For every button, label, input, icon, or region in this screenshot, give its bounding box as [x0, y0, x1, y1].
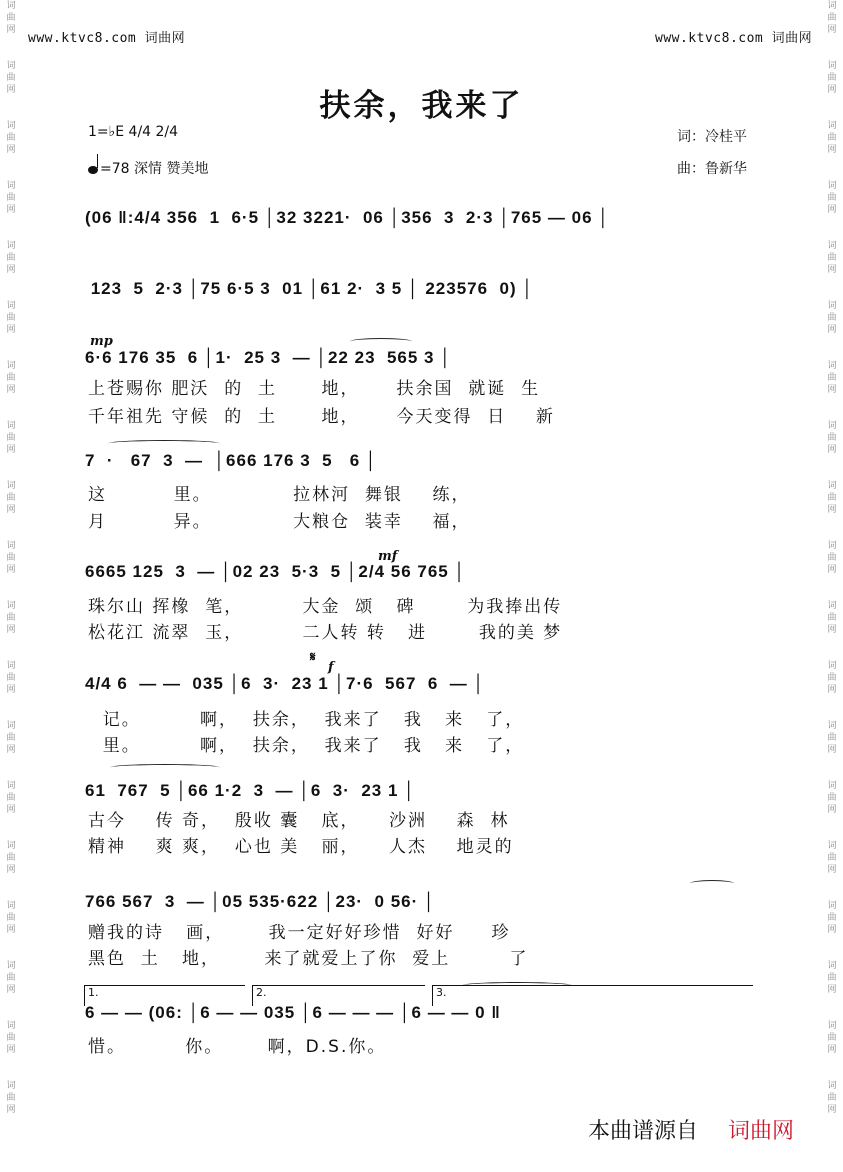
- score-row-1: (06 ‖:4/4 356 1 6·5 │32 3221· 06 │356 3 2·3 │765 — 06 │: [85, 208, 610, 227]
- margin-watermark-glyph: 曲: [827, 853, 837, 863]
- margin-watermark-glyph: 曲: [6, 853, 16, 863]
- margin-gap: [823, 996, 841, 1020]
- margin-gap: [2, 1116, 20, 1140]
- margin-gap: [823, 1056, 841, 1080]
- margin-watermark-glyph: 网: [6, 205, 16, 215]
- margin-gap: [823, 696, 841, 720]
- composer-credit: 曲：鲁新华: [677, 161, 747, 177]
- margin-watermark-glyph: 网: [827, 445, 837, 455]
- margin-gap: [2, 516, 20, 540]
- header-website-right: www.ktvc8.com 词曲网: [655, 31, 813, 46]
- margin-watermark-glyph: 网: [827, 925, 837, 935]
- margin-watermark-glyph: 词: [827, 1021, 837, 1031]
- margin-watermark-glyph: 词: [827, 541, 837, 551]
- lyric-row-4-verse-1: 这 里。 拉林河 舞银 练，: [88, 485, 471, 505]
- lyric-row-6-verse-2: 里。 啊， 扶余， 我来了 我 来 了，: [88, 736, 525, 756]
- margin-watermark-glyph: 网: [6, 685, 16, 695]
- margin-watermark-glyph: 词: [6, 781, 16, 791]
- margin-gap: [2, 996, 20, 1020]
- lyric-row-8-verse-2: 黑色 土 地， 来了就爱上了你 爱上 了: [88, 949, 529, 969]
- margin-gap: [2, 636, 20, 660]
- lyric-row-5-verse-2: 松花江 流翠 玉， 二人转 转 进 我的美 梦: [88, 623, 563, 643]
- quarter-note-icon: [88, 166, 98, 174]
- margin-gap: [823, 756, 841, 780]
- margin-watermark-glyph: 词: [6, 1, 16, 11]
- margin-watermark-glyph: 曲: [827, 733, 837, 743]
- margin-watermark-glyph: 曲: [6, 613, 16, 623]
- lyric-row-9: 惜。 你。 啊，D.S.你。: [88, 1037, 387, 1057]
- margin-watermark-glyph: 曲: [827, 313, 837, 323]
- volta-label-1: 1.: [88, 986, 99, 999]
- margin-watermark-glyph: 网: [6, 565, 16, 575]
- margin-watermark-glyph: 网: [827, 205, 837, 215]
- segno-sign: 𝄋: [310, 650, 316, 665]
- margin-gap: [823, 336, 841, 360]
- margin-watermark-glyph: 曲: [827, 13, 837, 23]
- margin-watermark-glyph: 词: [6, 961, 16, 971]
- margin-watermark-glyph: 词: [6, 1021, 16, 1031]
- margin-watermark-glyph: 曲: [827, 193, 837, 203]
- margin-watermark-glyph: 网: [827, 385, 837, 395]
- margin-watermark-glyph: 网: [827, 25, 837, 35]
- margin-watermark-glyph: 曲: [6, 973, 16, 983]
- footer-source-label: 本曲谱源自: [588, 1119, 699, 1144]
- margin-watermark-glyph: 词: [827, 601, 837, 611]
- margin-watermark-glyph: 曲: [6, 1093, 16, 1103]
- margin-watermark-glyph: 网: [6, 625, 16, 635]
- margin-gap: [823, 156, 841, 180]
- margin-gap: [823, 1116, 841, 1140]
- margin-watermark-glyph: 词: [6, 61, 16, 71]
- margin-watermark-glyph: 网: [6, 925, 16, 935]
- margin-watermark-glyph: 词: [6, 301, 16, 311]
- lyric-row-3-verse-1: 上苍赐你 肥沃 的 土 地， 扶余国 就诞 生: [88, 379, 541, 399]
- margin-watermark-glyph: 词: [6, 421, 16, 431]
- margin-gap: [823, 516, 841, 540]
- margin-gap: [2, 336, 20, 360]
- margin-watermark-glyph: 词: [6, 541, 16, 551]
- margin-watermark-glyph: 词: [6, 121, 16, 131]
- margin-gap: [823, 36, 841, 60]
- margin-gap: [823, 936, 841, 960]
- margin-watermark-glyph: 词: [827, 121, 837, 131]
- margin-watermark-glyph: 曲: [6, 73, 16, 83]
- margin-gap: [823, 876, 841, 900]
- lyricist-credit: 词：冷桂平: [677, 129, 747, 145]
- tie-mark: [690, 880, 734, 887]
- margin-watermark-glyph: 曲: [827, 553, 837, 563]
- margin-gap: [2, 696, 20, 720]
- margin-watermark-glyph: 网: [827, 805, 837, 815]
- lyric-row-8-verse-1: 赠我的诗 画， 我一定好好珍惜 好好 珍: [88, 923, 511, 943]
- score-row-4: 7 · 67 3 — │666 176 3 5 6 │: [85, 451, 378, 470]
- margin-watermark-glyph: 词: [6, 721, 16, 731]
- margin-watermark-glyph: 网: [6, 385, 16, 395]
- margin-watermark-glyph: 词: [6, 901, 16, 911]
- margin-watermark-glyph: 网: [6, 1105, 16, 1115]
- margin-watermark-glyph: 词: [827, 841, 837, 851]
- margin-watermark-glyph: 曲: [827, 433, 837, 443]
- margin-watermark-glyph: 词: [6, 841, 16, 851]
- margin-watermark-glyph: 网: [827, 985, 837, 995]
- margin-watermark-glyph: 词: [6, 481, 16, 491]
- margin-watermark-glyph: 曲: [6, 553, 16, 563]
- margin-watermark-glyph: 网: [6, 985, 16, 995]
- margin-watermark-glyph: 曲: [827, 613, 837, 623]
- margin-gap: [2, 936, 20, 960]
- margin-watermark-glyph: 网: [6, 805, 16, 815]
- tie-mark: [110, 764, 220, 771]
- right-margin-watermark: [823, 0, 841, 1172]
- margin-watermark-glyph: 词: [827, 241, 837, 251]
- margin-watermark-glyph: 词: [6, 361, 16, 371]
- margin-watermark-glyph: 网: [827, 685, 837, 695]
- margin-watermark-glyph: 网: [827, 85, 837, 95]
- margin-watermark-glyph: 曲: [827, 73, 837, 83]
- margin-watermark-glyph: 词: [827, 481, 837, 491]
- header-website-left: www.ktvc8.com 词曲网: [28, 31, 186, 46]
- margin-gap: [2, 456, 20, 480]
- margin-gap: [2, 276, 20, 300]
- margin-watermark-glyph: 曲: [827, 1033, 837, 1043]
- score-row-7: 61 767 5 │66 1·2 3 — │6 3· 23 1 │: [85, 781, 416, 800]
- margin-watermark-glyph: 词: [827, 961, 837, 971]
- margin-gap: [2, 576, 20, 600]
- margin-watermark-glyph: 词: [6, 661, 16, 671]
- margin-gap: [823, 636, 841, 660]
- margin-watermark-glyph: 曲: [6, 673, 16, 683]
- margin-watermark-glyph: 词: [827, 901, 837, 911]
- margin-watermark-glyph: 曲: [827, 793, 837, 803]
- lyric-row-7-verse-1: 古今 传 奇， 殷收 囊 底， 沙洲 森 林: [88, 811, 510, 831]
- volta-label-2: 2.: [256, 986, 267, 999]
- tie-mark: [108, 440, 220, 447]
- margin-watermark-glyph: 网: [6, 325, 16, 335]
- margin-watermark-glyph: 词: [827, 1081, 837, 1091]
- margin-watermark-glyph: 网: [827, 1045, 837, 1055]
- margin-gap: [2, 1056, 20, 1080]
- margin-watermark-glyph: 网: [827, 505, 837, 515]
- margin-watermark-glyph: 词: [827, 721, 837, 731]
- lyric-row-4-verse-2: 月 异。 大粮仓 装幸 福，: [88, 512, 471, 532]
- margin-watermark-glyph: 网: [6, 505, 16, 515]
- margin-watermark-glyph: 网: [827, 565, 837, 575]
- margin-gap: [823, 576, 841, 600]
- margin-watermark-glyph: 曲: [6, 433, 16, 443]
- margin-watermark-glyph: 曲: [6, 793, 16, 803]
- margin-watermark-glyph: 词: [827, 661, 837, 671]
- margin-gap: [2, 216, 20, 240]
- margin-gap: [2, 876, 20, 900]
- margin-watermark-glyph: 词: [6, 1081, 16, 1091]
- margin-watermark-glyph: 曲: [6, 733, 16, 743]
- score-row-9: 6 — — (06: │6 — — 035 │6 — — — │6 — — 0 ‖: [85, 1003, 501, 1022]
- left-margin-watermark: [2, 0, 20, 1172]
- margin-watermark-glyph: 网: [827, 625, 837, 635]
- margin-watermark-glyph: 网: [827, 145, 837, 155]
- margin-watermark-glyph: 网: [6, 85, 16, 95]
- margin-watermark-glyph: 曲: [827, 253, 837, 263]
- margin-watermark-glyph: 词: [6, 181, 16, 191]
- margin-watermark-glyph: 网: [827, 325, 837, 335]
- margin-watermark-glyph: 曲: [6, 373, 16, 383]
- score-row-3: 6·6 176 35 6 │1· 25 3 — │22 23 565 3 │: [85, 348, 452, 367]
- margin-watermark-glyph: 网: [6, 1045, 16, 1055]
- margin-watermark-glyph: 曲: [6, 313, 16, 323]
- margin-watermark-glyph: 曲: [6, 1033, 16, 1043]
- margin-watermark-glyph: 曲: [6, 13, 16, 23]
- dynamic-f: f: [328, 660, 334, 675]
- tie-mark: [462, 982, 572, 989]
- lyric-row-5-verse-1: 珠尔山 挥橡 笔， 大金 颂 碑 为我捧出传: [88, 597, 563, 617]
- margin-gap: [823, 456, 841, 480]
- margin-watermark-glyph: 网: [6, 265, 16, 275]
- score-row-8: 766 567 3 — │05 535·622 │23· 0 56· │: [85, 892, 436, 911]
- lyric-row-7-verse-2: 精神 爽 爽， 心也 美 丽， 人杰 地灵的: [88, 837, 514, 857]
- margin-watermark-glyph: 网: [6, 865, 16, 875]
- margin-watermark-glyph: 曲: [6, 493, 16, 503]
- margin-watermark-glyph: 曲: [6, 913, 16, 923]
- margin-watermark-glyph: 词: [827, 181, 837, 191]
- dynamic-mf: mf: [378, 549, 398, 564]
- margin-watermark-glyph: 网: [827, 265, 837, 275]
- margin-watermark-glyph: 词: [6, 601, 16, 611]
- margin-gap: [2, 156, 20, 180]
- margin-gap: [823, 276, 841, 300]
- score-row-5: 6665 125 3 — │02 23 5·3 5 │2/4 56 765 │: [85, 562, 467, 581]
- margin-gap: [2, 756, 20, 780]
- margin-watermark-glyph: 网: [827, 1105, 837, 1115]
- score-row-2: 123 5 2·3 │75 6·5 3 01 │61 2· 3 5 │ 223576 0) │: [85, 279, 534, 298]
- volta-label-3: 3.: [436, 986, 447, 999]
- margin-watermark-glyph: 网: [827, 865, 837, 875]
- margin-watermark-glyph: 词: [827, 61, 837, 71]
- margin-watermark-glyph: 词: [827, 421, 837, 431]
- margin-gap: [2, 396, 20, 420]
- margin-watermark-glyph: 曲: [827, 913, 837, 923]
- score-row-6: 4/4 6 — — 035 │6 3· 23 1 │7·6 567 6 — │: [85, 674, 486, 693]
- margin-watermark-glyph: 曲: [827, 373, 837, 383]
- margin-watermark-glyph: 词: [6, 241, 16, 251]
- margin-gap: [823, 816, 841, 840]
- key-signature: 1=♭E 4/4 2/4: [88, 124, 179, 140]
- margin-gap: [2, 36, 20, 60]
- margin-watermark-glyph: 词: [827, 781, 837, 791]
- margin-watermark-glyph: 网: [6, 25, 16, 35]
- margin-watermark-glyph: 曲: [6, 193, 16, 203]
- margin-watermark-glyph: 曲: [827, 973, 837, 983]
- margin-watermark-glyph: 网: [6, 445, 16, 455]
- footer-site-link[interactable]: 词曲网: [728, 1119, 795, 1144]
- margin-watermark-glyph: 曲: [6, 253, 16, 263]
- tie-mark: [350, 338, 412, 345]
- margin-gap: [823, 216, 841, 240]
- dynamic-mp: mp: [90, 334, 113, 349]
- song-title: 扶余，我来了: [319, 88, 524, 124]
- margin-watermark-glyph: 网: [6, 745, 16, 755]
- margin-watermark-glyph: 曲: [827, 1093, 837, 1103]
- margin-watermark-glyph: 词: [827, 1, 837, 11]
- margin-gap: [823, 396, 841, 420]
- margin-watermark-glyph: 词: [827, 301, 837, 311]
- margin-gap: [2, 816, 20, 840]
- lyric-row-3-verse-2: 千年祖先 守候 的 土 地， 今天变得 日 新: [88, 407, 555, 427]
- tempo-marking: [88, 158, 208, 178]
- tempo-text: =78 深情 赞美地: [100, 161, 209, 177]
- margin-watermark-glyph: 网: [827, 745, 837, 755]
- margin-watermark-glyph: 曲: [6, 133, 16, 143]
- margin-watermark-glyph: 曲: [827, 133, 837, 143]
- margin-watermark-glyph: 曲: [827, 673, 837, 683]
- lyric-row-6-verse-1: 记。 啊， 扶余， 我来了 我 来 了，: [88, 710, 525, 730]
- margin-watermark-glyph: 网: [6, 145, 16, 155]
- margin-watermark-glyph: 曲: [827, 493, 837, 503]
- margin-watermark-glyph: 词: [827, 361, 837, 371]
